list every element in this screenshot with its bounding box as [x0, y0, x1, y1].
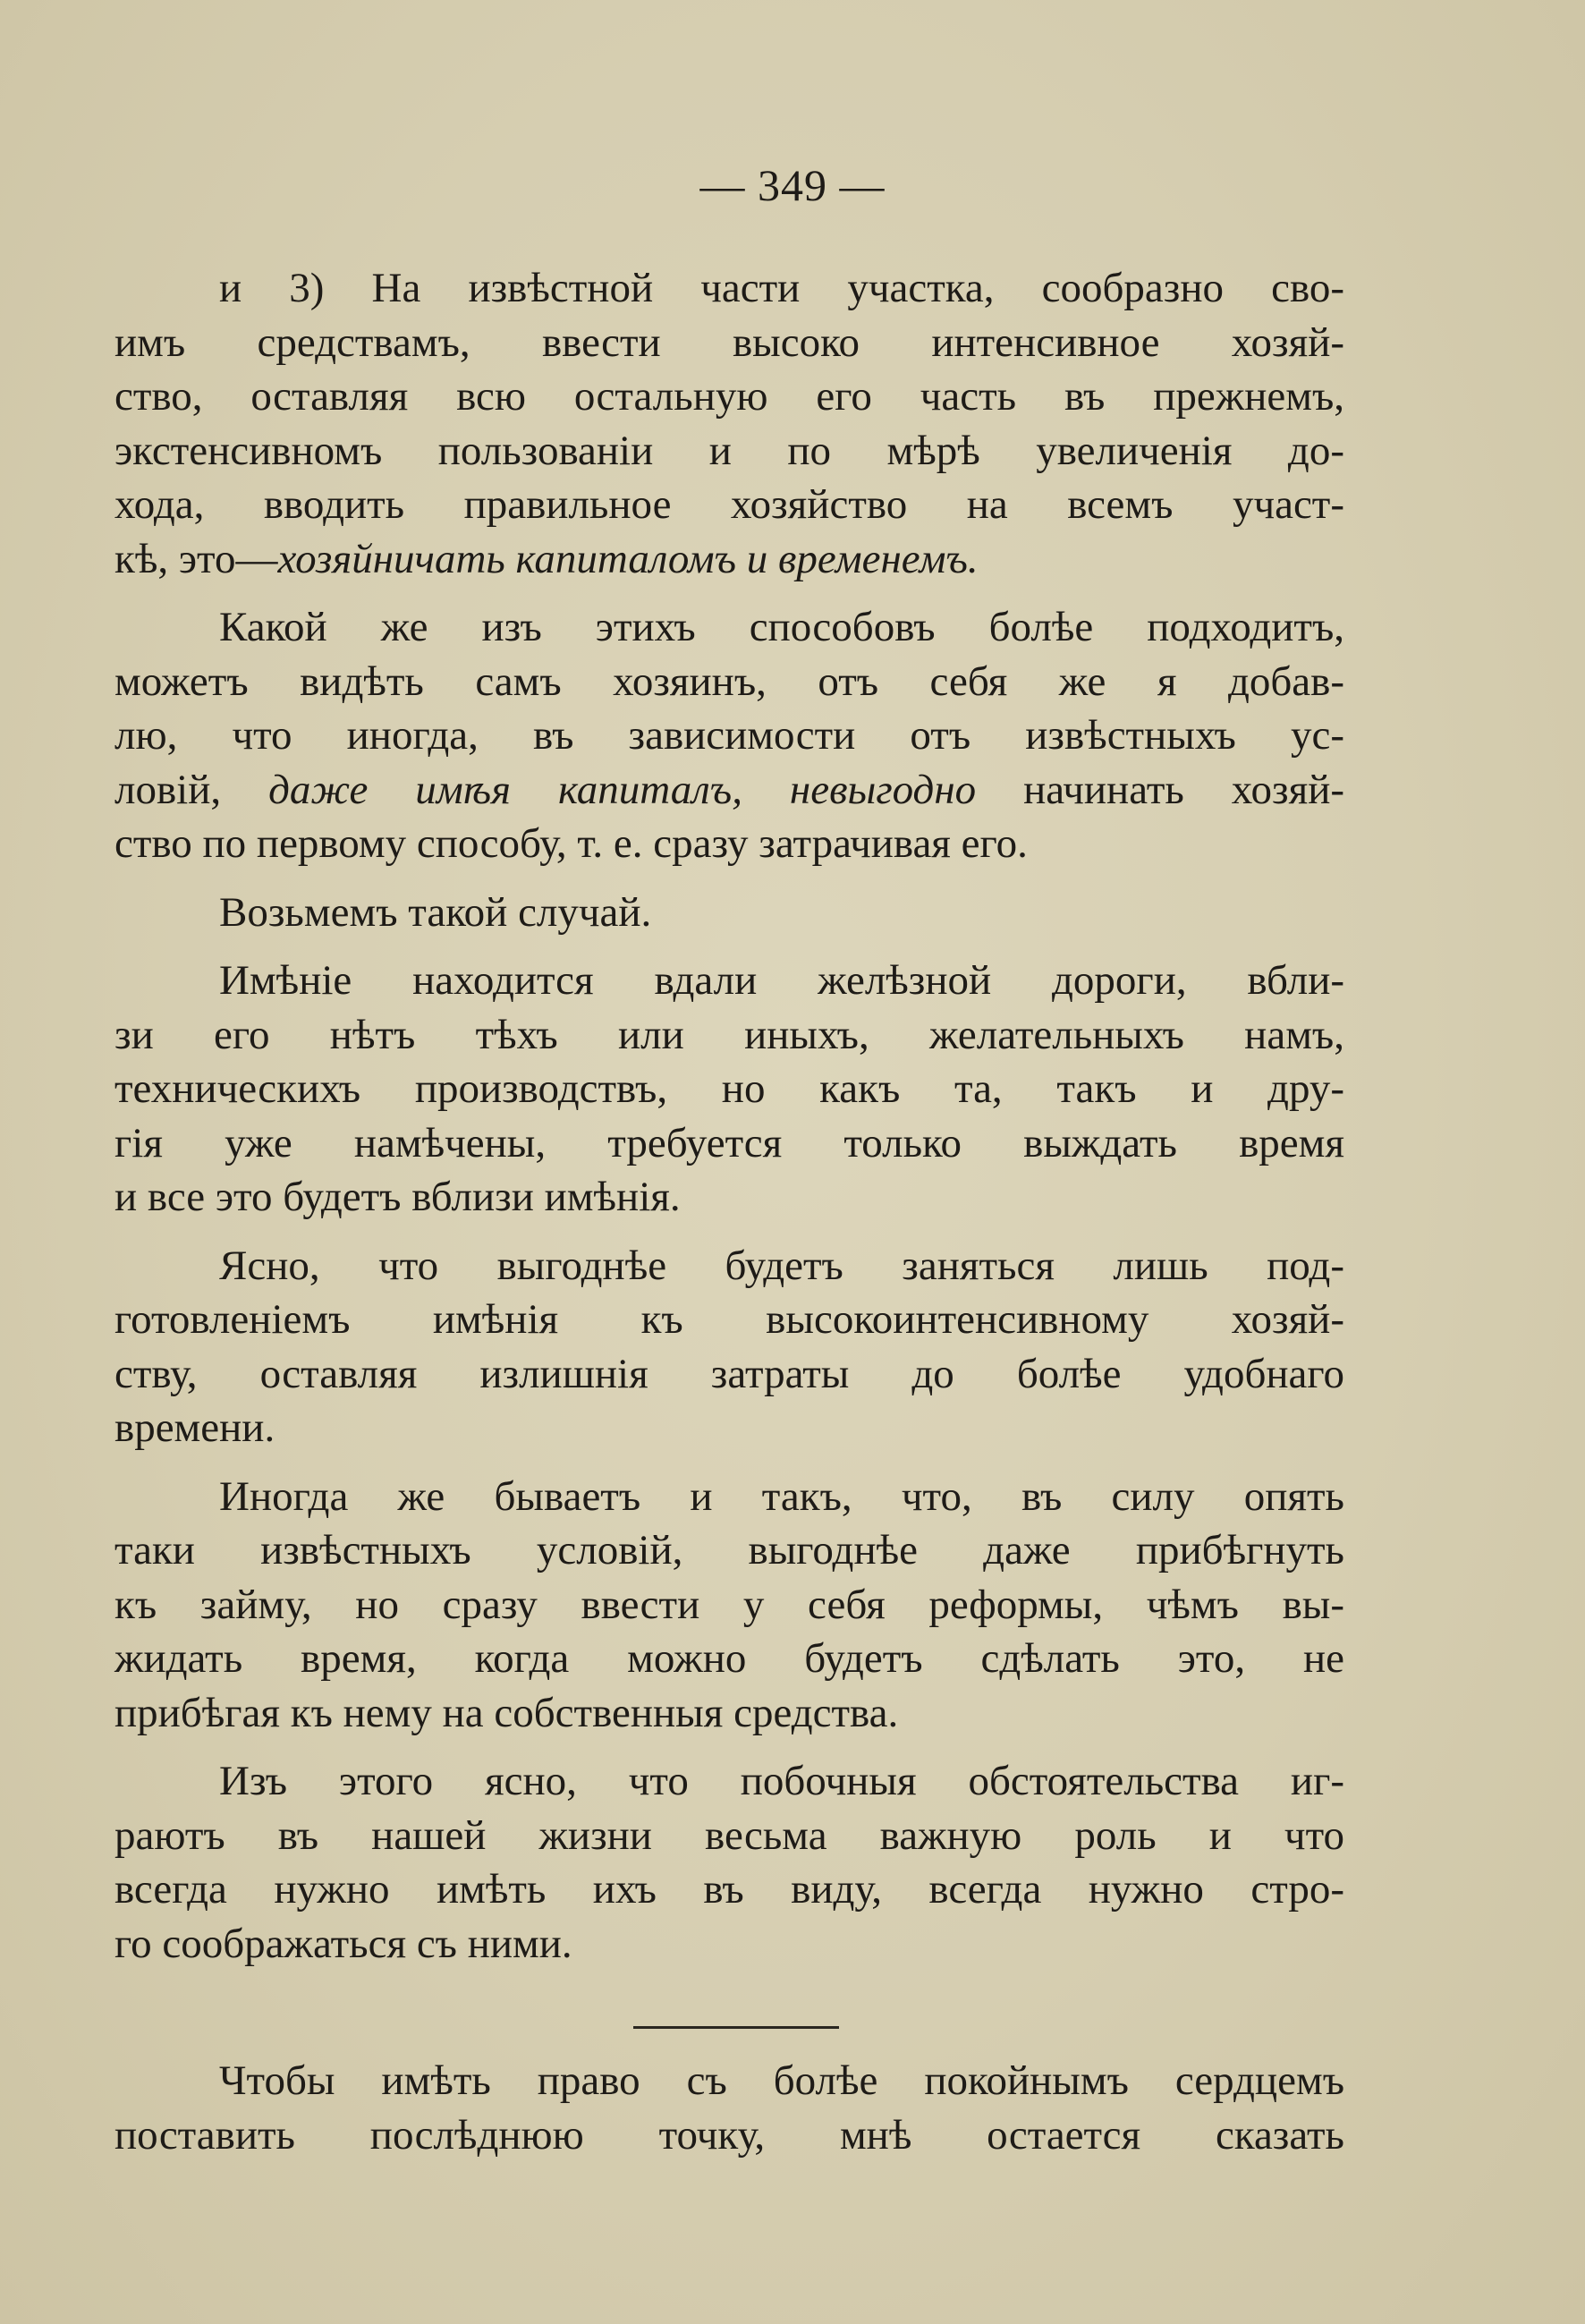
text-line: времени. [114, 1404, 275, 1451]
text-line: можетъ видѣть самъ хозяинъ, отъ себя же я добав- [114, 657, 1344, 705]
text-line: ство по первому способу, т. е. сразу затрачивая его. [114, 820, 1028, 867]
paragraph [114, 1239, 1344, 1455]
text-line: Иногда же бываетъ и такъ, что, въ силу опять [219, 1472, 1344, 1520]
text-line: Чтобы имѣть право съ болѣе покойнымъ сердцемъ [219, 2057, 1344, 2104]
paragraph [114, 261, 1344, 586]
text-line: Изъ этого ясно, что побочныя обстоятельства иг- [219, 1758, 1344, 1804]
text-line: таки извѣстныхъ условій, выгоднѣе даже прибѣгнуть [114, 1527, 1344, 1573]
italic-text: хозяйничать капиталомъ и временемъ. [277, 535, 979, 582]
text-line: хода, вводить правильное хозяйство на всемъ участ- [114, 481, 1344, 528]
text-line: гія уже намѣчены, требуется только выждать время [114, 1119, 1344, 1166]
text-line: ству, оставляя излишнія затраты до болѣе удобнаго [114, 1350, 1344, 1397]
text-line [114, 763, 1344, 818]
plain-text: начинать хозяй- [976, 766, 1345, 813]
text-line: жидать время, когда можно будетъ сдѣлать это, не [114, 1635, 1344, 1682]
page-number: — 349 — [699, 160, 886, 210]
text-line: и все это будетъ вблизи имѣнія. [114, 1174, 681, 1220]
paragraph [114, 1754, 1344, 1971]
text-line: поставить послѣднюю точку, мнѣ остается сказать [114, 2111, 1344, 2159]
italic-text: даже имѣя капиталъ, невыгодно [268, 766, 977, 813]
text-line: и 3) На извѣстной части участка, сообразно сво- [219, 265, 1344, 311]
paragraph [114, 2054, 1344, 2162]
closing-text [114, 2054, 1344, 2162]
text-line: техническихъ производствъ, но какъ та, такъ и дру- [114, 1065, 1344, 1112]
text-line: раютъ въ нашей жизни весьма важную роль и что [114, 1811, 1344, 1859]
paragraph [114, 1470, 1344, 1741]
text-line: Ясно, что выгоднѣе будетъ заняться лишь под- [219, 1242, 1344, 1289]
text-line: прибѣгая къ нему на собственныя средства. [114, 1689, 899, 1736]
body-text [114, 261, 1344, 1971]
text-line: лю, что иногда, въ зависимости отъ извѣстныхъ ус- [114, 712, 1344, 759]
section-divider [633, 2026, 839, 2029]
text-line: готовленіемъ имѣнія къ высокоинтенсивному хозяй- [114, 1296, 1344, 1343]
paragraph [114, 954, 1344, 1225]
paragraph [114, 600, 1344, 871]
text-line: ство, оставляя всю остальную его часть въ прежнемъ, [114, 373, 1344, 420]
text-line: Имѣніе находится вдали желѣзной дороги, вбли- [219, 957, 1344, 1004]
text-line: го соображаться съ ними. [114, 1920, 572, 1967]
text-line: зи его нѣтъ тѣхъ или иныхъ, желательныхъ намъ, [114, 1011, 1344, 1058]
paragraph [114, 886, 1344, 940]
text-line: Возьмемъ такой случай. [219, 888, 652, 936]
text-line: Какой же изъ этихъ способовъ болѣе подходитъ, [219, 604, 1344, 650]
text-line: экстенсивномъ пользованіи и по мѣрѣ увеличенія до- [114, 427, 1344, 474]
plain-text: ловій, [114, 766, 269, 813]
text-line: имъ средствамъ, ввести высоко интенсивное хозяй- [114, 318, 1344, 366]
plain-text: кѣ, это— [114, 535, 278, 582]
text-line: всегда нужно имѣть ихъ въ виду, всегда нужно стро- [114, 1866, 1344, 1913]
text-line: къ займу, но сразу ввести у себя реформы, чѣмъ вы- [114, 1581, 1344, 1628]
text-line [114, 532, 1344, 587]
